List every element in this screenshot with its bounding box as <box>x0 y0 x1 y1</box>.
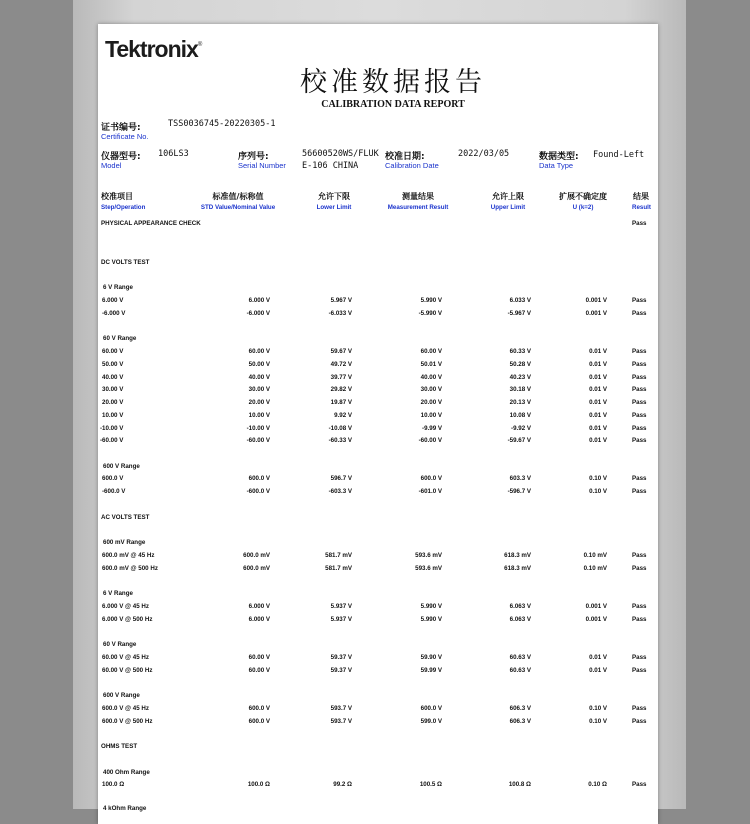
cell-result: Pass <box>632 487 647 495</box>
cell-std-value: -600.0 V <box>246 487 270 495</box>
model-label-en: Model <box>101 161 122 170</box>
cell-result: Pass <box>632 717 647 725</box>
cell-lower-limit: 581.7 mV <box>325 564 352 572</box>
model-value: 106LS3 <box>158 149 189 159</box>
cell-std-value: 600.0 mV <box>243 552 270 559</box>
cell-lower-limit: 5.937 V <box>330 603 352 610</box>
certificate-value: TSS0036745-20220305-1 <box>168 119 276 129</box>
cell-step: 6.000 V @ 45 Hz <box>102 603 149 610</box>
table-row <box>98 718 658 728</box>
table-row <box>98 552 658 562</box>
cell-uncertainty: 0.10 V <box>589 717 607 725</box>
range-label: 600 V Range <box>103 463 140 470</box>
cell-measured: 59.99 V <box>420 666 442 674</box>
cell-std-value: 40.00 V <box>248 373 270 381</box>
table-row <box>98 667 658 677</box>
cell-step: 6.000 V @ 500 Hz <box>102 615 153 623</box>
report-title-cn: 校准数据报告 <box>300 67 486 98</box>
cell-upper-limit: 60.63 V <box>509 666 531 674</box>
cell-measured: -601.0 V <box>418 487 442 495</box>
cell-lower-limit: -603.3 V <box>328 487 352 495</box>
table-row <box>98 616 658 626</box>
cell-lower-limit: 59.67 V <box>330 348 352 355</box>
cell-measured: 5.990 V <box>420 603 442 610</box>
serial-label-cn: 序列号: <box>238 152 269 162</box>
cell-std-value: 6.000 V <box>248 603 270 610</box>
data-type-value: Found-Left <box>593 150 645 160</box>
cell-measured: 59.90 V <box>420 654 442 661</box>
cell-measured: 593.6 mV <box>415 552 442 559</box>
data-type-label-en: Data Type <box>539 161 574 170</box>
cell-measured: 600.0 V <box>420 475 442 482</box>
cell-lower-limit: -60.33 V <box>328 437 352 445</box>
cell-upper-limit: 606.3 V <box>509 705 531 712</box>
cell-result: Pass <box>632 654 647 661</box>
cell-lower-limit: 99.2 Ω <box>333 781 352 788</box>
cell-measured: 60.00 V <box>420 348 442 355</box>
section-dc-volts: DC VOLTS TEST <box>101 259 150 266</box>
header-uncertainty-en: U (k=2) <box>572 204 594 211</box>
cell-step: -10.00 V <box>100 424 124 432</box>
cell-std-value: 600.0 V <box>248 705 270 712</box>
cell-uncertainty: 0.10 mV <box>583 552 607 559</box>
table-row <box>98 705 658 715</box>
cell-lower-limit: 59.37 V <box>330 666 352 674</box>
cell-result: Pass <box>632 424 647 432</box>
section-ohms: OHMS TEST <box>101 743 138 750</box>
cell-upper-limit: 6.033 V <box>509 297 531 304</box>
cell-step: 600.0 mV @ 45 Hz <box>102 552 155 559</box>
cell-lower-limit: 593.7 V <box>330 705 352 712</box>
cell-uncertainty: 0.01 V <box>589 411 607 419</box>
cell-std-value: -10.00 V <box>246 424 270 432</box>
cell-measured: 40.00 V <box>420 373 442 381</box>
cell-measured: 30.00 V <box>420 386 442 394</box>
cell-uncertainty: 0.01 V <box>589 399 607 406</box>
cell-uncertainty: 0.001 V <box>585 309 607 317</box>
cell-result: Pass <box>632 615 647 623</box>
table-row <box>98 781 658 791</box>
report-title-en: CALIBRATION DATA REPORT <box>321 99 465 110</box>
cell-result: Pass <box>632 373 647 381</box>
cell-measured: 5.990 V <box>420 615 442 623</box>
cell-upper-limit: 40.23 V <box>509 373 531 381</box>
cell-uncertainty: 0.10 V <box>589 487 607 495</box>
table-row <box>98 654 658 664</box>
cell-upper-limit: -9.92 V <box>511 424 531 432</box>
cell-upper-limit: 6.063 V <box>509 603 531 610</box>
cell-lower-limit: 5.967 V <box>330 297 352 304</box>
certificate-label-en: Certificate No. <box>101 132 149 141</box>
cell-lower-limit: 39.77 V <box>330 373 352 381</box>
cell-result: Pass <box>632 475 647 482</box>
range-label: 6 V Range <box>103 590 133 597</box>
cell-std-value: 6.000 V <box>248 297 270 304</box>
cell-measured: 10.00 V <box>420 411 442 419</box>
cell-measured: -5.990 V <box>418 309 442 317</box>
table-row <box>98 374 658 384</box>
report-page <box>98 24 658 824</box>
cell-upper-limit: 60.63 V <box>509 654 531 661</box>
cell-measured: -9.99 V <box>422 424 442 432</box>
cell-measured: 50.01 V <box>420 360 442 368</box>
cell-result: Pass <box>632 603 647 610</box>
cell-std-value: 600.0 V <box>248 475 270 482</box>
cell-uncertainty: 0.001 V <box>585 615 607 623</box>
cell-measured: 100.5 Ω <box>419 781 442 788</box>
cell-step: 600.0 V <box>102 475 124 482</box>
cal-date-label-cn: 校准日期: <box>385 152 425 162</box>
tektronix-logo: Tektronix® <box>105 36 202 62</box>
cell-std-value: 100.0 Ω <box>247 781 270 788</box>
cell-lower-limit: -10.08 V <box>328 424 352 432</box>
cell-lower-limit: 5.937 V <box>330 615 352 623</box>
cell-step: 600.0 V @ 45 Hz <box>102 705 149 712</box>
cell-std-value: 60.00 V <box>248 666 270 674</box>
cell-step: 10.00 V <box>102 411 124 419</box>
cell-upper-limit: 30.18 V <box>509 386 531 394</box>
data-type-label-cn: 数据类型: <box>539 152 579 162</box>
header-upper-en: Upper Limit <box>490 204 526 211</box>
cell-upper-limit: 50.28 V <box>509 360 531 368</box>
cell-measured: -60.00 V <box>418 437 442 445</box>
cell-lower-limit: 29.82 V <box>330 386 352 394</box>
cell-step: -600.0 V <box>102 487 126 495</box>
cell-result: Pass <box>632 552 647 559</box>
cell-uncertainty: 0.01 V <box>589 654 607 661</box>
cell-std-value: 20.00 V <box>248 399 270 406</box>
cell-result: Pass <box>632 411 647 419</box>
serial-value: 56600520WS/FLUK <box>302 149 379 159</box>
cell-std-value: 600.0 mV <box>243 564 270 572</box>
cell-uncertainty: 0.01 V <box>589 437 607 445</box>
cell-uncertainty: 0.001 V <box>585 603 607 610</box>
range-label: 4 kOhm Range <box>103 805 147 812</box>
table-row <box>98 437 658 447</box>
cell-upper-limit: 60.33 V <box>509 348 531 355</box>
table-row <box>98 361 658 371</box>
cell-uncertainty: 0.10 Ω <box>588 781 607 788</box>
cell-upper-limit: 20.13 V <box>509 399 531 406</box>
cell-uncertainty: 0.10 mV <box>583 564 607 572</box>
table-row <box>98 348 658 358</box>
cell-uncertainty: 0.001 V <box>585 297 607 304</box>
table-row <box>98 565 658 575</box>
cell-std-value: -60.00 V <box>246 437 270 445</box>
cell-measured: 599.0 V <box>420 717 442 725</box>
cell-lower-limit: 581.7 mV <box>325 552 352 559</box>
range-label: 60 V Range <box>103 335 137 342</box>
header-std-en: STD Value/Nominal Value <box>200 204 276 211</box>
cell-upper-limit: 10.08 V <box>509 411 531 419</box>
cell-result: Pass <box>632 781 647 788</box>
range-label: 60 V Range <box>103 641 137 648</box>
cell-std-value: 30.00 V <box>248 386 270 394</box>
cell-measured: 20.00 V <box>420 399 442 406</box>
header-result-cn: 结果 <box>633 192 649 201</box>
cell-step: 20.00 V <box>102 399 124 406</box>
cell-lower-limit: 49.72 V <box>330 360 352 368</box>
cell-std-value: 600.0 V <box>248 717 270 725</box>
cell-step: 60.00 V @ 500 Hz <box>102 666 153 674</box>
table-row <box>98 488 658 498</box>
cell-result: Pass <box>632 348 647 355</box>
table-row <box>98 475 658 485</box>
cell-result: Pass <box>632 666 647 674</box>
cal-date-value: 2022/03/05 <box>458 149 510 159</box>
table-row <box>98 425 658 435</box>
cell-std-value: -6.000 V <box>246 309 270 317</box>
cell-measured: 593.6 mV <box>415 564 442 572</box>
header-std-cn: 标准值/标称值 <box>212 192 264 201</box>
cell-result: Pass <box>632 297 647 304</box>
cell-std-value: 50.00 V <box>248 360 270 368</box>
cell-lower-limit: -6.033 V <box>328 309 352 317</box>
cell-lower-limit: 59.37 V <box>330 654 352 661</box>
cell-lower-limit: 593.7 V <box>330 717 352 725</box>
cell-result: Pass <box>632 360 647 368</box>
cell-upper-limit: -59.67 V <box>507 437 531 445</box>
serial-label-en: Serial Number <box>238 161 286 170</box>
range-label: 400 Ohm Range <box>103 769 150 776</box>
cell-step: 600.0 mV @ 500 Hz <box>102 564 158 572</box>
cell-upper-limit: -596.7 V <box>507 487 531 495</box>
table-row <box>98 603 658 613</box>
range-label: 600 V Range <box>103 692 140 699</box>
header-measure-cn: 测量结果 <box>402 192 434 201</box>
table-row <box>98 310 658 320</box>
cell-result: Pass <box>632 399 647 406</box>
cell-step: 600.0 V @ 500 Hz <box>102 717 153 725</box>
cell-step: 60.00 V <box>102 348 124 355</box>
certificate-label-cn: 证书编号: <box>101 123 141 133</box>
cell-uncertainty: 0.10 V <box>589 475 607 482</box>
cell-lower-limit: 596.7 V <box>330 475 352 482</box>
cell-std-value: 10.00 V <box>248 411 270 419</box>
cell-step: 6.000 V <box>102 297 124 304</box>
cell-step: 40.00 V <box>102 373 124 381</box>
cell-std-value: 60.00 V <box>248 654 270 661</box>
cell-upper-limit: 100.8 Ω <box>508 781 531 788</box>
section-physical: PHYSICAL APPEARANCE CHECK <box>101 220 201 227</box>
cell-std-value: 60.00 V <box>248 348 270 355</box>
range-label: 600 mV Range <box>103 539 146 546</box>
serial-value-line2: E-106 CHINA <box>302 161 359 171</box>
cell-step: 30.00 V <box>102 386 124 394</box>
header-step-cn: 校准项目 <box>101 192 133 201</box>
cal-date-label-en: Calibration Date <box>385 161 439 170</box>
cell-uncertainty: 0.01 V <box>589 386 607 394</box>
cell-lower-limit: 9.92 V <box>334 411 352 419</box>
cell-upper-limit: 618.3 mV <box>504 564 531 572</box>
cell-uncertainty: 0.01 V <box>589 424 607 432</box>
cell-result: Pass <box>632 309 647 317</box>
header-uncertainty-cn: 扩展不确定度 <box>559 192 607 201</box>
cell-std-value: 6.000 V <box>248 615 270 623</box>
cell-uncertainty: 0.10 V <box>589 705 607 712</box>
cell-step: 50.00 V <box>102 360 124 368</box>
cell-step: -60.00 V <box>100 437 124 445</box>
cell-upper-limit: 606.3 V <box>509 717 531 725</box>
section-ac-volts: AC VOLTS TEST <box>101 514 150 521</box>
cell-result: Pass <box>632 437 647 445</box>
cell-result: Pass <box>632 705 647 712</box>
cell-uncertainty: 0.01 V <box>589 373 607 381</box>
cell-step: 100.0 Ω <box>102 781 125 788</box>
cell-upper-limit: 603.3 V <box>509 475 531 482</box>
table-row <box>98 386 658 396</box>
cell-measured: 5.990 V <box>420 297 442 304</box>
cell-upper-limit: 6.063 V <box>509 615 531 623</box>
cell-measured: 600.0 V <box>420 705 442 712</box>
cell-uncertainty: 0.01 V <box>589 666 607 674</box>
section-physical-result: Pass <box>632 220 647 227</box>
header-lower-en: Lower Limit <box>316 204 352 211</box>
header-measure-en: Measurement Result <box>387 204 449 211</box>
table-row <box>98 412 658 422</box>
cell-step: 60.00 V @ 45 Hz <box>102 654 149 661</box>
cell-result: Pass <box>632 564 647 572</box>
cell-uncertainty: 0.01 V <box>589 360 607 368</box>
cell-upper-limit: 618.3 mV <box>504 552 531 559</box>
header-lower-cn: 允许下限 <box>318 192 350 201</box>
cell-step: -6.000 V <box>102 309 126 317</box>
range-label: 6 V Range <box>103 284 133 291</box>
table-row <box>98 297 658 307</box>
cell-result: Pass <box>632 386 647 394</box>
header-step-en: Step/Operation <box>101 204 146 211</box>
cell-upper-limit: -5.967 V <box>507 309 531 317</box>
header-result-en: Result <box>632 204 651 211</box>
cell-uncertainty: 0.01 V <box>589 348 607 355</box>
model-label-cn: 仪器型号: <box>101 152 141 162</box>
table-row <box>98 399 658 409</box>
header-upper-cn: 允许上限 <box>492 192 524 201</box>
cell-lower-limit: 19.87 V <box>330 399 352 406</box>
